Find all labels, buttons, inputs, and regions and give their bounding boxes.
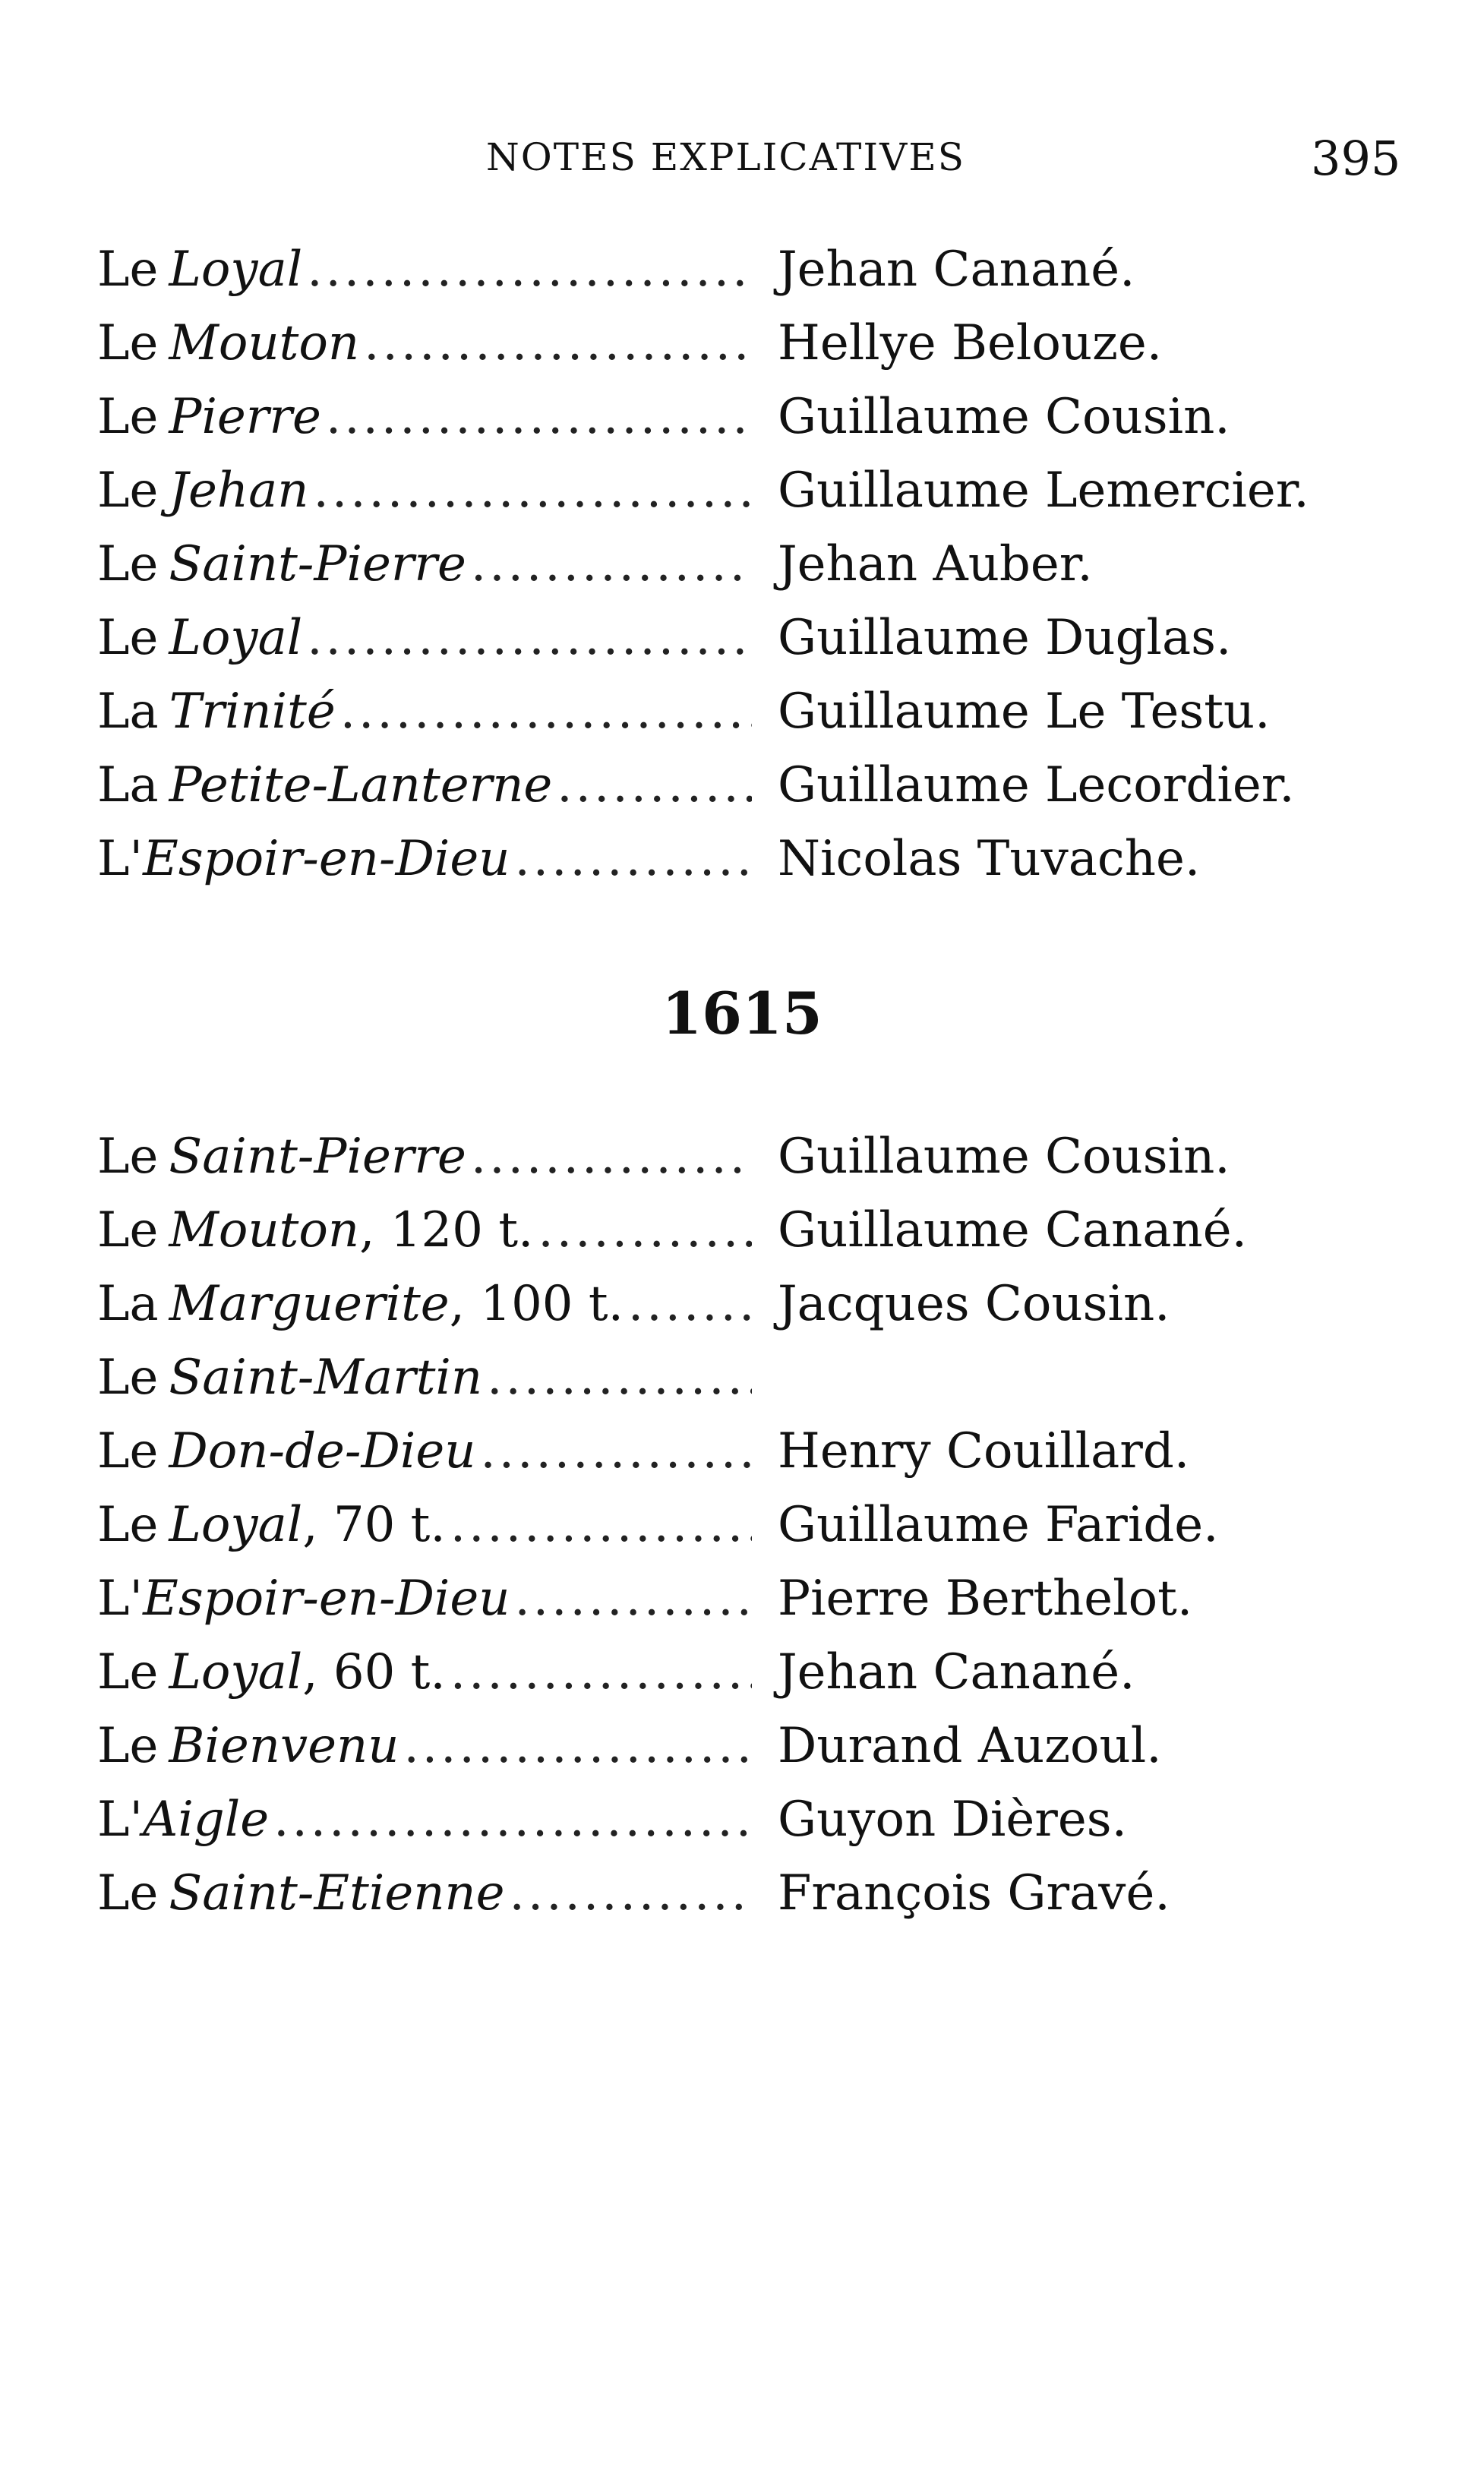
ship-designation [97,1497,766,1553]
ship-tonnage: , 100 t. [449,1276,624,1332]
dot-leader [403,1718,752,1774]
dot-leader [538,1202,752,1258]
ship-designation [97,1571,766,1627]
ship-entry [97,315,1312,389]
ship-designation [97,463,766,519]
ship-article: Le [97,536,159,592]
captain-name: Guillaume Lemercier. [778,463,1309,519]
dot-leader [471,1129,752,1185]
ship-designation [97,1423,766,1479]
ship-article: Le [97,1497,159,1553]
ship-designation [97,610,766,666]
captain-name: Pierre Berthelot. [778,1571,1193,1627]
ship-entry [97,831,1312,905]
captain-name: Henry Couillard. [778,1423,1190,1479]
captain-name: Guyon Dières. [778,1792,1127,1848]
ship-article: Le [97,242,159,298]
ship-name: Jehan [169,463,309,519]
captain-name: Guillaume Cousin. [778,389,1230,445]
ship-article: Le [97,463,159,519]
dot-leader [514,831,752,887]
ship-designation [97,1718,766,1774]
ship-article: La [97,1276,159,1332]
dot-leader [487,1350,752,1406]
captain-name: Jehan Auber. [778,536,1093,592]
ship-article: Le [97,1865,159,1921]
dot-leader [307,242,752,298]
dot-leader [340,684,752,740]
ship-name: Marguerite [169,1276,450,1332]
captain-name: Guillaume Lecordier. [778,757,1295,813]
captain-name: Guillaume Duglas. [778,610,1232,666]
ship-article: L' [97,831,144,887]
captain-name: Hellye Belouze. [778,315,1163,371]
ship-entry [97,1571,1312,1644]
ship-name: Aigle [143,1792,270,1848]
captain-name: Guillaume Le Testu. [778,684,1271,740]
ship-designation [97,1792,766,1848]
dot-leader [307,610,752,666]
dot-leader [557,757,752,813]
ship-list-first [97,242,1312,905]
ship-name: Saint-Martin [169,1350,483,1406]
captain-name: Jehan Canané. [778,242,1135,298]
ship-entry [97,1865,1312,1939]
ship-designation [97,1202,766,1258]
ship-article: Le [97,1202,159,1258]
dot-leader [450,1497,752,1553]
ship-article: L' [97,1792,144,1848]
ship-article: La [97,684,159,740]
ship-name: Loyal [169,1644,303,1700]
dot-leader [273,1792,752,1848]
running-title: NOTES EXPLICATIVES [486,135,966,179]
ship-entry [97,610,1312,684]
captain-name: Guillaume Cousin. [778,1129,1230,1185]
captain-name: Guillaume Faride. [778,1497,1219,1553]
ship-name: Mouton [169,1202,360,1258]
ship-entry [97,1350,1312,1423]
page-number: 395 [1311,131,1401,186]
ship-article: Le [97,389,159,445]
ship-entry [97,389,1312,463]
ship-designation [97,831,766,887]
dot-leader [450,1644,752,1700]
ship-article: Le [97,1644,159,1700]
ship-entry [97,1718,1312,1792]
dot-leader [364,315,752,371]
ship-entry [97,1497,1312,1571]
ship-entry [97,1276,1312,1350]
dot-leader [480,1423,752,1479]
ship-name: Don-de-Dieu [169,1423,476,1479]
ship-article: Le [97,1718,159,1774]
captain-name: Jacques Cousin. [778,1276,1170,1332]
ship-name: Espoir-en-Dieu [143,1571,510,1627]
ship-article: L' [97,1571,144,1627]
ship-name: Mouton [169,315,360,371]
ship-designation [97,684,766,740]
ship-article: Le [97,315,159,371]
ship-entry [97,1644,1312,1718]
dot-leader [314,463,753,519]
ship-article: La [97,757,159,813]
ship-designation [97,757,766,813]
ship-name: Saint-Etienne [169,1865,505,1921]
ship-name: Espoir-en-Dieu [143,831,510,887]
ship-designation [97,1865,766,1921]
ship-entry [97,242,1312,315]
ship-name: Saint-Pierre [169,536,466,592]
ship-designation [97,1644,766,1700]
ship-name: Loyal [169,242,303,298]
ship-tonnage: , 120 t. [359,1202,534,1258]
ship-designation [97,315,766,371]
ship-entry [97,463,1312,536]
ship-entry [97,1423,1312,1497]
captain-name: Jehan Canané. [778,1644,1135,1700]
ship-designation [97,1350,766,1406]
ship-name: Trinité [169,684,336,740]
ship-name: Loyal [169,1497,303,1553]
ship-name: Saint-Pierre [169,1129,466,1185]
dot-leader [514,1571,752,1627]
year-heading: 1615 [661,980,823,1047]
ship-entry [97,1792,1312,1865]
ship-article: Le [97,1423,159,1479]
ship-name: Bienvenu [169,1718,399,1774]
ship-entry [97,1129,1312,1202]
captain-name: Durand Auzoul. [778,1718,1162,1774]
ship-name: Pierre [169,389,321,445]
captain-name: Guillaume Canané. [778,1202,1247,1258]
page-header [0,131,1484,204]
dot-leader [510,1865,753,1921]
ship-name: Loyal [169,610,303,666]
ship-article: Le [97,610,159,666]
ship-entry [97,1202,1312,1276]
ship-list-1615 [97,1129,1312,1939]
ship-tonnage: , 70 t. [302,1497,446,1553]
ship-entry [97,757,1312,831]
ship-designation [97,242,766,298]
captain-name: Nicolas Tuvache. [778,831,1201,887]
ship-designation [97,1129,766,1185]
ship-designation [97,536,766,592]
ship-entry [97,536,1312,610]
ship-designation [97,389,766,445]
ship-article: Le [97,1350,159,1406]
ship-designation [97,1276,766,1332]
ship-entry [97,684,1312,757]
ship-article: Le [97,1129,159,1185]
dot-leader [628,1276,752,1332]
dot-leader [326,389,752,445]
ship-name: Petite-Lanterne [169,757,553,813]
ship-tonnage: , 60 t. [302,1644,446,1700]
captain-name: François Gravé. [778,1865,1170,1921]
dot-leader [471,536,752,592]
